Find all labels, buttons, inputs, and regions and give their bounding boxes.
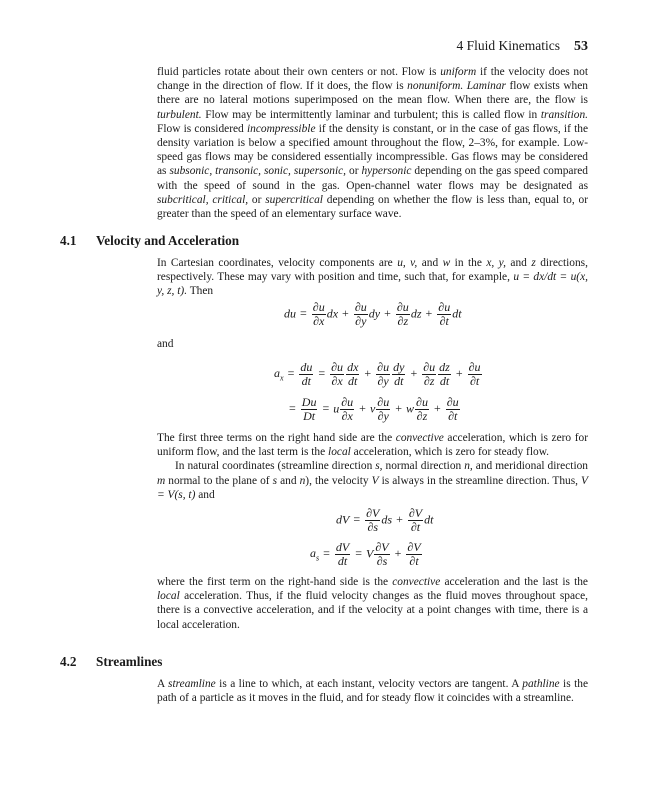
eq-equals: =	[300, 306, 307, 321]
convective-paragraph	[157, 431, 588, 502]
differential: dy	[368, 306, 381, 321]
section-heading-4-2	[60, 654, 162, 670]
fraction	[406, 541, 421, 568]
numerator: ∂u	[438, 300, 451, 314]
denominator: ∂y	[377, 374, 389, 388]
fraction	[376, 361, 390, 388]
fraction	[335, 541, 350, 568]
emphasized-term: local	[157, 590, 180, 603]
denominator: ∂z	[423, 374, 435, 388]
equation-as: $a_s$ = $\frac{dV}{dt}$ = V $\frac{\partial V}{\partial s}$ + $\frac{\partial V}{\partial t}$	[310, 540, 421, 568]
numerator: ∂u	[423, 360, 436, 374]
emphasized-term: s	[272, 474, 278, 487]
fraction	[422, 361, 436, 388]
text-run: directions, respectively. These may vary with position and time, such that, for example,	[157, 257, 588, 284]
section-heading-4-1	[60, 233, 239, 249]
emphasized-term: subsonic, transonic, sonic, supersonic,	[169, 165, 347, 178]
text-run: In Cartesian coordinates, velocity components are	[157, 257, 398, 269]
emphasized-term: transition.	[540, 108, 588, 121]
local-acceleration-text	[157, 575, 588, 632]
denominator: dt	[337, 554, 348, 568]
fraction	[376, 396, 390, 423]
intro-paragraph	[157, 65, 588, 221]
emphasized-term: supercritical	[265, 193, 323, 206]
numerator: ∂u	[396, 300, 409, 314]
numerator: ∂u	[377, 395, 390, 409]
numerator: ∂u	[354, 300, 367, 314]
denominator: dt	[394, 374, 404, 388]
text-run: acceleration. Thus, if the fluid velocity changes as the fluid moves throughout space, there is a convective acceleration, and if the velocity at a point changes with time, there is a local acceleration.	[157, 590, 588, 631]
fraction	[438, 361, 451, 388]
denominator: ∂t	[410, 520, 421, 534]
velocity-paragraph	[157, 256, 588, 299]
eq-plus: +	[425, 306, 433, 321]
emphasized-term: n,	[464, 460, 473, 473]
emphasized-term: Laminar	[466, 80, 506, 93]
text-run: acceleration, which is zero for steady flow.	[350, 446, 550, 459]
eq-as-lhs: $a_s$	[310, 546, 320, 563]
fraction	[392, 361, 405, 388]
differential: dt	[452, 306, 462, 321]
numerator: ∂u	[377, 360, 390, 374]
section-number: 4.2	[60, 654, 77, 669]
denominator: ∂t	[439, 314, 449, 328]
text-run: and meridional direction	[472, 460, 589, 473]
denominator: dt	[301, 374, 312, 388]
section-title: Streamlines	[96, 654, 163, 669]
text-run: where the first term on the right-hand side is the	[157, 576, 393, 588]
running-header	[457, 38, 589, 55]
equation-dV: dV = $\frac{\partial V}{\partial s}$ ds + $\frac{\partial V}{\partial t}$ dt	[336, 506, 434, 534]
convective-text	[157, 431, 588, 459]
text-run: and	[195, 488, 215, 501]
fraction	[446, 396, 460, 423]
text-run: or	[248, 193, 266, 206]
intro-text	[157, 65, 588, 221]
text-run: depending on whether the flow is less than, equal to, or greater than the speed of an elementary surface wave.	[157, 193, 588, 221]
emphasized-term: local	[328, 446, 351, 459]
numerator: dx	[347, 360, 359, 374]
fraction	[415, 396, 429, 423]
local-acceleration-paragraph	[157, 575, 588, 632]
numerator: ∂u	[468, 360, 481, 374]
text-run: In natural coordinates (streamline direction	[175, 460, 376, 473]
text-run: or	[346, 165, 362, 178]
emphasized-term: convective	[392, 576, 441, 588]
numerator: ∂V	[375, 540, 389, 554]
emphasized-term: V = V(s, t)	[157, 474, 589, 501]
numerator: ∂u	[446, 395, 459, 409]
eq-plus: +	[342, 306, 349, 321]
numerator: du	[300, 360, 313, 374]
numerator: dy	[393, 360, 405, 374]
emphasized-term: n	[299, 474, 306, 487]
emphasized-term: V	[371, 474, 379, 487]
numerator: ∂u	[312, 300, 325, 314]
streamline-text	[157, 677, 588, 705]
fraction	[437, 301, 451, 328]
eq-dV-lhs: dV	[336, 512, 350, 527]
denominator: ∂t	[409, 554, 419, 568]
text-run: ), the velocity	[305, 474, 372, 487]
emphasized-term: w	[442, 257, 451, 269]
numerator: ∂V	[407, 540, 421, 554]
fraction	[299, 361, 313, 388]
fraction	[354, 301, 368, 328]
text-run: and	[505, 257, 532, 269]
text-run: Flow may be intermittently laminar and turbulent; this is called flow in	[201, 108, 541, 121]
emphasized-term: z	[531, 257, 536, 269]
emphasized-term: incompressible	[246, 122, 316, 135]
text-run: depending on the gas speed compared with the speed of sound in the gas. Open-channel water flows may be designated as	[157, 165, 588, 192]
fraction	[346, 361, 359, 388]
emphasized-term: u, v,	[397, 257, 418, 269]
text-run: A	[157, 678, 169, 690]
differential: dx	[326, 306, 339, 321]
coefficient: u	[333, 401, 340, 416]
streamline-paragraph	[157, 677, 588, 705]
section-title: Velocity and Acceleration	[96, 233, 240, 248]
fraction	[312, 301, 326, 328]
denominator: Dt	[303, 409, 316, 423]
text-run: fluid particles rotate about their own centers or not. Flow is	[157, 66, 441, 78]
text-run: is always in the streamline direction. Thus,	[378, 474, 582, 487]
numerator: ∂V	[408, 506, 423, 520]
emphasized-term: convective	[395, 432, 444, 444]
denominator: ∂s	[376, 554, 388, 568]
emphasized-term: s,	[375, 460, 383, 473]
section-number: 4.1	[60, 233, 77, 248]
denominator: dt	[439, 374, 450, 388]
text-run: Then	[187, 285, 214, 298]
fraction	[365, 507, 380, 534]
text-run: if the velocity does not change in the direction of flow. If it does, the flow is	[157, 66, 588, 93]
denominator: ∂x	[313, 314, 325, 328]
page-number: 53	[574, 39, 588, 54]
eq-ax-lhs: $a_x$	[274, 366, 284, 383]
text-run: normal direction	[382, 460, 465, 473]
differential: ds	[381, 512, 393, 527]
emphasized-term: nonuniform.	[407, 80, 464, 93]
and-label: and	[157, 338, 174, 350]
coefficient: v	[369, 401, 376, 416]
denominator: ∂z	[416, 409, 428, 423]
differential: dt	[424, 512, 434, 527]
emphasized-term: x, y,	[486, 257, 506, 269]
denominator: ∂t	[448, 409, 458, 423]
eq-du-lhs: du	[284, 306, 296, 321]
numerator: ∂u	[331, 360, 344, 374]
numerator: dV	[335, 540, 350, 554]
text-run: in the	[450, 257, 487, 269]
numerator: dz	[439, 360, 450, 374]
emphasized-term: m	[157, 474, 166, 487]
equation-ax-material: = $\frac{Du}{Dt}$ = u $\frac{\partial u}{\partial x}$ + v $\frac{\partial u}{\partial y}$ + w $\frac{\partial u}{\partial z}$ + $\frac{\partial u}{\partial t}$	[289, 395, 459, 423]
fraction	[340, 396, 354, 423]
text-run: is a line to which, at each instant, velocity vectors are tangent. A	[215, 678, 523, 690]
denominator: ∂s	[367, 520, 379, 534]
text-run: is the path of a particle as it moves in the fluid, and for steady flow it coincides with a streamline.	[157, 678, 588, 705]
denominator: ∂x	[331, 374, 343, 388]
chapter-title: 4 Fluid Kinematics	[456, 38, 560, 53]
text-run: Flow is considered	[157, 122, 247, 135]
numerator: ∂V	[366, 506, 380, 520]
text-run: and	[417, 257, 443, 269]
emphasized-term: u = dx/dt = u(x, y, z, t).	[157, 271, 588, 298]
differential: dz	[410, 306, 422, 321]
denominator: ∂z	[397, 314, 409, 328]
emphasized-term: turbulent.	[157, 108, 202, 121]
fraction	[301, 396, 318, 423]
numerator: ∂u	[341, 395, 354, 409]
denominator: ∂y	[355, 314, 367, 328]
denominator: dt	[348, 374, 358, 388]
emphasized-term: uniform	[440, 66, 477, 78]
text-run: if the density is constant, or in the case of gas flows, if the density variation is below a specified amount throughout the flow, 2–3%, for example. Low-speed gas flows may be considered essentially incompressible. Gas flows may be considered as	[157, 122, 588, 178]
emphasized-term: pathline	[522, 678, 560, 690]
text-run: The first three terms on the right hand side are the	[157, 432, 396, 444]
equation-du	[284, 301, 462, 328]
eq-plus: +	[384, 306, 391, 321]
fraction	[468, 361, 482, 388]
fraction	[374, 541, 389, 568]
equation-ax: $a_x$ = $\frac{du}{dt}$ = $\frac{\partial u}{\partial x}$ $\frac{dx}{dt}$ + $\frac{\partial u}{\partial y}$ $\frac{dy}{dt}$ + $\frac{\partial u}{\partial z}$ $\frac{dz}{dt}$ + $\frac{\partial u}{\partial t}$	[274, 360, 481, 388]
denominator: ∂t	[469, 374, 480, 388]
fraction	[408, 507, 423, 534]
velocity-text	[157, 256, 588, 299]
emphasized-term: hypersonic	[361, 165, 412, 178]
denominator: ∂y	[377, 409, 389, 423]
text-run: acceleration and the last is the	[440, 576, 588, 588]
natural-coordinates-text	[157, 459, 588, 502]
numerator: Du	[301, 395, 317, 409]
text-run: flow exists when there are no lateral motions superimposed on the mean flow. When there are, the flow is	[157, 80, 588, 107]
text-run: normal to the plane of	[165, 474, 273, 487]
emphasized-term: streamline	[168, 678, 216, 690]
denominator: ∂x	[341, 409, 353, 423]
fraction	[396, 301, 410, 328]
numerator: ∂u	[416, 395, 428, 409]
text-run: and	[277, 474, 300, 487]
fraction	[330, 361, 344, 388]
coefficient: V	[366, 546, 374, 561]
emphasized-term: subcritical, critical,	[157, 193, 249, 206]
text-run: acceleration, which is zero for uniform flow, and the last term is the	[157, 432, 588, 459]
coefficient: w	[406, 401, 415, 416]
